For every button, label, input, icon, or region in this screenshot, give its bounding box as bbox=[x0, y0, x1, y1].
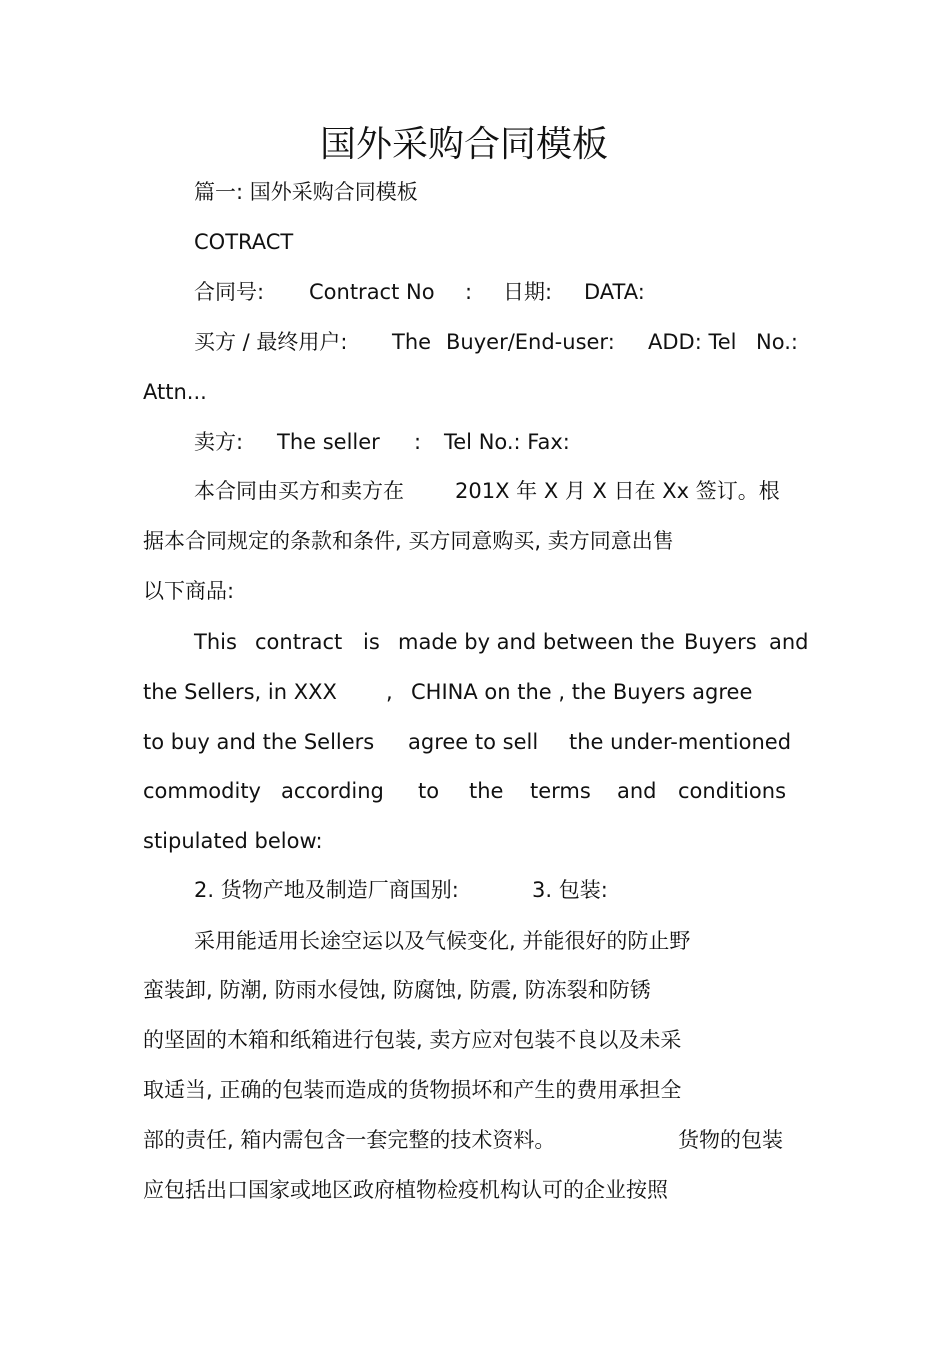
document-title: 国外采购合同模板 bbox=[319, 124, 608, 165]
colon: : bbox=[465, 280, 473, 304]
packing-para-line: 取适当, 正确的包装而造成的货物损坏和产生的费用承担全 bbox=[143, 1078, 682, 1102]
seller-tel-fax: Tel No.: Fax: bbox=[444, 430, 570, 454]
en-phrase: made by and between the bbox=[398, 630, 675, 654]
en-phrase: stipulated below: bbox=[143, 829, 323, 853]
colon: : bbox=[414, 430, 422, 454]
en-word: and bbox=[769, 630, 809, 654]
packing-para-line: 应包括出口国家或地区政府植物检疫机构认可的企业按照 bbox=[143, 1178, 668, 1202]
no-label: No.: bbox=[756, 330, 798, 354]
en-phrase: agree to sell bbox=[408, 730, 539, 754]
comma: , bbox=[386, 680, 393, 704]
contract-no-label-cn: 合同号: bbox=[194, 280, 265, 304]
en-phrase: the under-mentioned bbox=[569, 730, 792, 754]
buyer-label-en: Buyer/End-user: bbox=[446, 330, 615, 354]
en-word: commodity bbox=[143, 779, 261, 803]
en-phrase: CHINA on the , the Buyers agree bbox=[411, 680, 753, 704]
packing-heading: 3. 包装: bbox=[532, 878, 608, 902]
en-word: contract bbox=[255, 630, 343, 654]
section-heading: 篇一: 国外采购合同模板 bbox=[194, 180, 418, 204]
add-tel-label: ADD: Tel bbox=[648, 330, 737, 354]
contract-no-label-en: Contract No bbox=[309, 280, 435, 304]
attn-label: Attn... bbox=[143, 380, 207, 404]
en-word: and bbox=[617, 779, 657, 803]
packing-para-line: 部的责任, 箱内需包含一套完整的技术资料。 bbox=[143, 1128, 556, 1152]
en-word: is bbox=[363, 630, 380, 654]
para-cn-1b: 201X 年 X 月 X 日在 Xx 签订。根 bbox=[455, 479, 780, 503]
buyer-label-cn: 买方 / 最终用户: bbox=[194, 330, 348, 354]
en-word: This bbox=[194, 630, 237, 654]
date-label-en: DATA: bbox=[584, 280, 645, 304]
en-word: terms bbox=[530, 779, 591, 803]
packing-para-line: 蛮装卸, 防潮, 防雨水侵蚀, 防腐蚀, 防震, 防冻裂和防锈 bbox=[143, 978, 651, 1002]
date-label-cn: 日期: bbox=[503, 280, 553, 304]
seller-label-cn: 卖方: bbox=[194, 430, 244, 454]
seller-label-en: The seller bbox=[277, 430, 380, 454]
packing-para-line: 货物的包装 bbox=[678, 1128, 783, 1152]
en-word: the bbox=[469, 779, 504, 803]
packing-para-line: 的坚固的木箱和纸箱进行包装, 卖方应对包装不良以及未采 bbox=[143, 1028, 682, 1052]
en-word: Buyers bbox=[684, 630, 757, 654]
para-cn-1a: 本合同由买方和卖方在 bbox=[194, 479, 404, 503]
origin-heading: 2. 货物产地及制造厂商国别: bbox=[194, 878, 459, 902]
en-word: to bbox=[418, 779, 440, 803]
para-cn-2: 据本合同规定的条款和条件, 买方同意购买, 卖方同意出售 bbox=[143, 529, 674, 553]
para-cn-3: 以下商品: bbox=[143, 579, 235, 603]
en-phrase: the Sellers, in XXX bbox=[143, 680, 337, 704]
en-word: according bbox=[281, 779, 384, 803]
buyer-word-the: The bbox=[392, 330, 432, 354]
contract-heading: COTRACT bbox=[194, 230, 294, 254]
en-phrase: to buy and the Sellers bbox=[143, 730, 375, 754]
en-word: conditions bbox=[678, 779, 787, 803]
packing-para-line: 采用能适用长途空运以及气候变化, 并能很好的防止野 bbox=[194, 929, 691, 953]
